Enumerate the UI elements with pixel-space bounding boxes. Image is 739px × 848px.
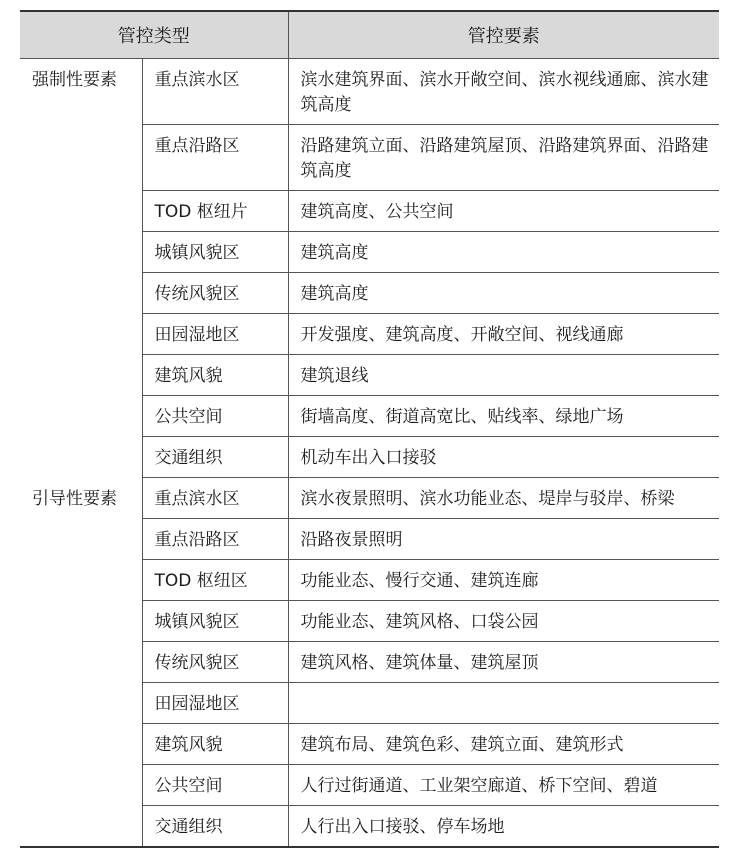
elements-cell: 滨水夜景照明、滨水功能业态、堤岸与驳岸、桥梁 xyxy=(288,478,719,519)
area-cell: 重点沿路区 xyxy=(142,125,288,191)
elements-cell: 沿路建筑立面、沿路建筑屋顶、沿路建筑界面、沿路建筑高度 xyxy=(288,125,719,191)
area-cell: 公共空间 xyxy=(142,765,288,806)
header-row xyxy=(20,11,719,59)
table-row xyxy=(20,59,719,125)
category-cell: 引导性要素 xyxy=(20,478,142,848)
elements-cell: 人行出入口接驳、停车场地 xyxy=(300,817,505,837)
control-elements-table xyxy=(20,10,719,848)
elements-cell: 建筑退线 xyxy=(288,355,719,396)
area-cell: 交通组织 xyxy=(142,437,288,478)
elements-cell: 开发强度、建筑高度、开敞空间、视线通廊 xyxy=(288,314,719,355)
area-cell: 建筑风貌 xyxy=(142,355,288,396)
area-cell: 建筑风貌 xyxy=(142,724,288,765)
elements-cell: 功能业态、慢行交通、建筑连廊 xyxy=(288,560,719,601)
area-cell: 城镇风貌区 xyxy=(142,601,288,642)
header-control-type: 管控类型 xyxy=(20,11,288,59)
elements-cell: 沿路夜景照明 xyxy=(288,519,719,560)
elements-cell: 滨水建筑界面、滨水开敞空间、滨水视线通廊、滨水建筑高度 xyxy=(288,59,719,125)
area-cell: 重点滨水区 xyxy=(142,478,288,519)
area-cell: TOD 枢纽区 xyxy=(142,560,288,601)
elements-cell: 建筑高度 xyxy=(288,273,719,314)
area-cell: 重点滨水区 xyxy=(142,59,288,125)
area-cell: TOD 枢纽片 xyxy=(142,191,288,232)
elements-cell: 机动车出入口接驳 xyxy=(288,437,719,478)
elements-cell: 人行过街通道、工业架空廊道、桥下空间、碧道 xyxy=(288,765,719,806)
area-cell: 重点沿路区 xyxy=(142,519,288,560)
header-control-elements: 管控要素 xyxy=(288,11,719,59)
area-cell: 公共空间 xyxy=(142,396,288,437)
area-cell: 交通组织 xyxy=(142,806,288,848)
category-cell: 强制性要素 xyxy=(20,59,142,478)
elements-cell xyxy=(288,683,719,724)
table-row xyxy=(20,478,719,519)
area-cell: 传统风貌区 xyxy=(142,642,288,683)
elements-cell: 功能业态、建筑风格、口袋公园 xyxy=(288,601,719,642)
area-cell: 田园湿地区 xyxy=(142,683,288,724)
area-cell: 田园湿地区 xyxy=(142,314,288,355)
area-cell: 城镇风貌区 xyxy=(142,232,288,273)
elements-cell: 建筑高度 xyxy=(288,232,719,273)
elements-cell: 建筑高度、公共空间 xyxy=(288,191,719,232)
table-body xyxy=(20,59,719,848)
elements-cell: 建筑风格、建筑体量、建筑屋顶 xyxy=(288,642,719,683)
elements-cell: 建筑布局、建筑色彩、建筑立面、建筑形式 xyxy=(288,724,719,765)
area-cell: 传统风貌区 xyxy=(142,273,288,314)
elements-cell: 街墙高度、街道高宽比、贴线率、绿地广场 xyxy=(288,396,719,437)
